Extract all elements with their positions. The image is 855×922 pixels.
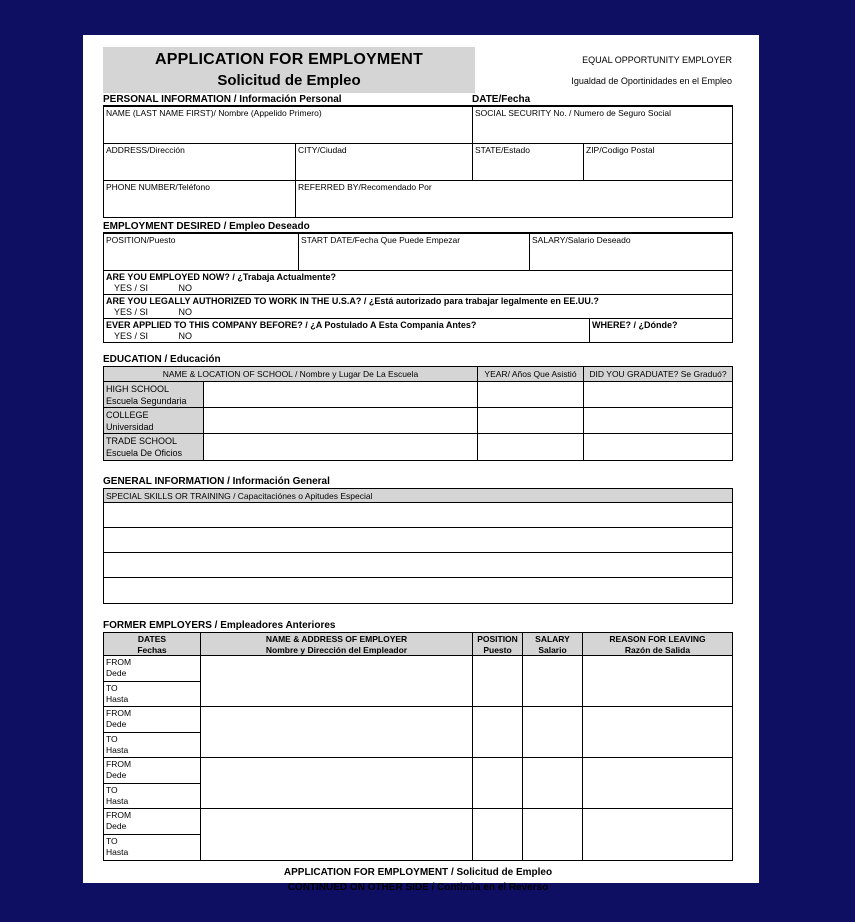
position-field-1[interactable]: [473, 656, 523, 706]
form-title-english: APPLICATION FOR EMPLOYMENT: [154, 51, 423, 68]
from-label: FROM: [106, 810, 132, 820]
salary-field-1[interactable]: [523, 656, 583, 706]
applied-before-answers: [104, 331, 589, 342]
high-school-label-en: HIGH SCHOOL: [106, 384, 170, 394]
personal-info-table: [103, 105, 733, 218]
table-row: [104, 181, 732, 217]
reason-header-en: REASON FOR LEAVING: [609, 634, 706, 644]
college-label: [104, 408, 204, 433]
high-school-graduate-field[interactable]: [584, 382, 732, 407]
position-header-es: Puesto: [483, 645, 512, 655]
year-column-header: YEAR/ Años Que Asistió: [478, 367, 584, 381]
work-authorization-answers: [104, 307, 732, 318]
special-skills-header: [104, 489, 732, 503]
skills-line-2[interactable]: [104, 528, 732, 553]
employment-section-title: EMPLOYMENT DESIRED / Empleo Deseado: [103, 221, 310, 232]
position-field[interactable]: [104, 234, 299, 270]
position-field-2[interactable]: [473, 707, 523, 757]
dates-column: [104, 809, 201, 860]
where-field[interactable]: [589, 319, 732, 342]
title-box: [103, 47, 475, 93]
employer-name-field-1[interactable]: [201, 656, 473, 706]
from-date-field-2[interactable]: [104, 707, 200, 733]
skills-line-3[interactable]: [104, 553, 732, 578]
from-date-field-1[interactable]: [104, 656, 200, 682]
state-field[interactable]: [473, 144, 584, 180]
high-school-label-es: Escuela Segundaria: [106, 396, 187, 406]
personal-section-title: PERSONAL INFORMATION / Información Personal: [103, 94, 342, 105]
form-footer: [103, 865, 733, 895]
employed-now-question: ARE YOU EMPLOYED NOW? / ¿Trabaja Actualmente?: [106, 272, 337, 282]
salary-field[interactable]: [530, 234, 732, 270]
dates-header-es: Fechas: [137, 645, 167, 655]
no-option-applied-before[interactable]: NO: [178, 331, 193, 341]
high-school-year-field[interactable]: [478, 382, 584, 407]
employers-header-row: [104, 633, 732, 656]
zip-label: ZIP/Codigo Postal: [586, 145, 655, 155]
employment-desired-table: [103, 232, 733, 343]
work-authorization-question-row: [104, 294, 732, 318]
footer-continued-line: CONTINUED ON OTHER SIDE / Continúa en el Reverso: [287, 882, 549, 893]
equal-opportunity-block: [475, 47, 733, 93]
education-row-college: [104, 408, 732, 434]
education-row-high-school: [104, 382, 732, 408]
college-label-en: COLLEGE: [106, 410, 149, 420]
former-employers-table: [103, 632, 733, 861]
skills-line-1[interactable]: [104, 503, 732, 528]
from-label-es: Dede: [106, 668, 127, 678]
employed-now-question-row: [104, 270, 732, 294]
to-label: TO: [106, 784, 118, 795]
college-year-field[interactable]: [478, 408, 584, 433]
education-header-row: [104, 367, 732, 382]
to-date-field-2[interactable]: [104, 733, 200, 758]
from-label-es: Dede: [106, 821, 127, 831]
to-label-es: Hasta: [106, 795, 129, 806]
position-column-header: [473, 633, 523, 655]
reason-field-4[interactable]: [583, 809, 732, 860]
position-label: POSITION/Puesto: [106, 235, 176, 245]
applied-before-question-row: [104, 318, 732, 342]
from-date-field-3[interactable]: [104, 758, 200, 784]
footer-title-line: APPLICATION FOR EMPLOYMENT / Solicitud de Empleo: [283, 867, 553, 878]
salary-header-es: Salario: [538, 645, 567, 655]
general-section-header: [103, 476, 733, 487]
reason-header-es: Razón de Salida: [624, 645, 691, 655]
start-date-field[interactable]: [299, 234, 530, 270]
employers-section-header: [103, 620, 733, 631]
employer-block-3: [104, 758, 732, 809]
from-label: FROM: [106, 657, 132, 667]
referred-by-field[interactable]: [296, 181, 732, 217]
city-field[interactable]: [296, 144, 473, 180]
referred-by-label: REFERRED BY/Recomendado Por: [298, 182, 432, 192]
employed-now-answers: [104, 283, 732, 294]
reason-column-header: [583, 633, 732, 655]
dates-column: [104, 656, 201, 706]
date-field[interactable]: [530, 94, 733, 105]
applied-before-question: EVER APPLIED TO THIS COMPANY BEFORE? / ¿A Postulado A Esta Compania Antes?: [106, 320, 477, 330]
school-column-header: NAME & LOCATION OF SCHOOL / Nombre y Lugar De La Escuela: [104, 367, 478, 381]
to-label-es: Hasta: [106, 693, 129, 704]
trade-school-label-en: TRADE SCHOOL: [106, 436, 178, 446]
education-section-header: [103, 354, 733, 365]
employer-block-1: [104, 656, 732, 707]
general-section-title: GENERAL INFORMATION / Información General: [103, 476, 330, 487]
dates-column-header: [104, 633, 201, 655]
position-field-4[interactable]: [473, 809, 523, 860]
from-label: FROM: [106, 759, 132, 769]
salary-field-2[interactable]: [523, 707, 583, 757]
special-skills-label: SPECIAL SKILLS OR TRAINING / Capacitaciónes o Apitudes Especial: [106, 491, 373, 501]
form-content: [103, 47, 733, 895]
trade-school-graduate-field[interactable]: [584, 434, 732, 460]
where-label: WHERE? / ¿Dónde?: [592, 320, 678, 330]
date-label: DATE/Fecha: [472, 94, 531, 105]
position-field-3[interactable]: [473, 758, 523, 808]
eoe-spanish: Igualdad de Oportinidades en el Empleo: [571, 75, 732, 86]
employer-block-2: [104, 707, 732, 758]
salary-field-3[interactable]: [523, 758, 583, 808]
form-header: [103, 47, 733, 93]
employer-column-header: [201, 633, 473, 655]
employer-name-field-2[interactable]: [201, 707, 473, 757]
personal-section-header: [103, 94, 733, 105]
applied-before-main: [104, 319, 589, 342]
employer-header-es: Nombre y Dirección del Empleador: [265, 645, 408, 655]
high-school-name-field[interactable]: [204, 382, 478, 407]
name-label: NAME (LAST NAME FIRST)/ Nombre (Appelido Primero): [106, 108, 322, 118]
employer-name-field-3[interactable]: [201, 758, 473, 808]
city-label: CITY/Ciudad: [298, 145, 347, 155]
dates-column: [104, 707, 201, 757]
reason-field-3[interactable]: [583, 758, 732, 808]
education-row-trade-school: [104, 434, 732, 460]
table-row: [104, 107, 732, 144]
education-section-title: EDUCATION / Educación: [103, 354, 221, 365]
dates-column: [104, 758, 201, 808]
address-field[interactable]: [104, 144, 296, 180]
to-label: TO: [106, 682, 118, 693]
trade-school-year-field[interactable]: [478, 434, 584, 460]
employers-section-title: FORMER EMPLOYERS / Empleadores Anteriores: [103, 620, 336, 631]
address-label: ADDRESS/Dirección: [106, 145, 185, 155]
yes-option-applied-before[interactable]: YES / SI: [114, 331, 149, 341]
skills-line-4[interactable]: [104, 578, 732, 603]
trade-school-label-es: Escuela De Oficios: [106, 448, 183, 458]
special-skills-box: [103, 488, 733, 604]
yes-option-employed-now[interactable]: YES / SI: [114, 283, 149, 293]
college-graduate-field[interactable]: [584, 408, 732, 433]
no-option-work-authorization[interactable]: NO: [178, 307, 193, 317]
yes-option-work-authorization[interactable]: YES / SI: [114, 307, 149, 317]
position-header-en: POSITION: [477, 634, 518, 644]
employment-section-header: [103, 221, 733, 232]
employer-block-4: [104, 809, 732, 860]
trade-school-name-field[interactable]: [204, 434, 478, 460]
zip-field[interactable]: [584, 144, 732, 180]
trade-school-label: [104, 434, 204, 460]
start-date-label: START DATE/Fecha Que Puede Empezar: [301, 235, 461, 245]
dates-header-en: DATES: [137, 634, 167, 644]
name-field[interactable]: [104, 107, 473, 143]
to-date-field-3[interactable]: [104, 784, 200, 809]
to-date-field-1[interactable]: [104, 682, 200, 707]
table-row: [104, 234, 732, 270]
ssn-field[interactable]: [473, 107, 732, 143]
reason-field-1[interactable]: [583, 656, 732, 706]
to-date-field-4[interactable]: [104, 835, 200, 860]
ssn-label: SOCIAL SECURITY No. / Numero de Seguro Social: [475, 108, 672, 118]
application-form-page: [83, 35, 759, 893]
phone-field[interactable]: [104, 181, 296, 217]
college-name-field[interactable]: [204, 408, 478, 433]
no-option-employed-now[interactable]: NO: [178, 283, 193, 293]
salary-header-en: SALARY: [535, 634, 570, 644]
to-label: TO: [106, 733, 118, 744]
state-label: STATE/Estado: [475, 145, 530, 155]
from-label-es: Dede: [106, 770, 127, 780]
form-title-spanish: Solicitud de Empleo: [217, 72, 361, 89]
eoe-english: EQUAL OPPORTUNITY EMPLOYER: [582, 55, 732, 66]
from-date-field-4[interactable]: [104, 809, 200, 835]
salary-column-header: [523, 633, 583, 655]
to-label-es: Hasta: [106, 744, 129, 755]
employer-name-field-4[interactable]: [201, 809, 473, 860]
to-label-es: Hasta: [106, 847, 129, 857]
salary-field-4[interactable]: [523, 809, 583, 860]
reason-field-2[interactable]: [583, 707, 732, 757]
work-authorization-question: ARE YOU LEGALLY AUTHORIZED TO WORK IN THE U.S.A? / ¿Está autorizado para trabajar legalmente en EE.UU.?: [106, 296, 599, 306]
high-school-label: [104, 382, 204, 407]
salary-label: SALARY/Salario Deseado: [532, 235, 631, 245]
employer-header-en: NAME & ADDRESS OF EMPLOYER: [265, 634, 408, 644]
phone-label: PHONE NUMBER/Teléfono: [106, 182, 210, 192]
graduate-column-header: DID YOU GRADUATE? Se Graduó?: [589, 369, 727, 379]
education-table: [103, 366, 733, 461]
table-row: [104, 144, 732, 181]
from-label: FROM: [106, 708, 132, 718]
from-label-es: Dede: [106, 719, 127, 729]
college-label-es: Universidad: [106, 422, 154, 432]
to-label: TO: [106, 836, 118, 846]
